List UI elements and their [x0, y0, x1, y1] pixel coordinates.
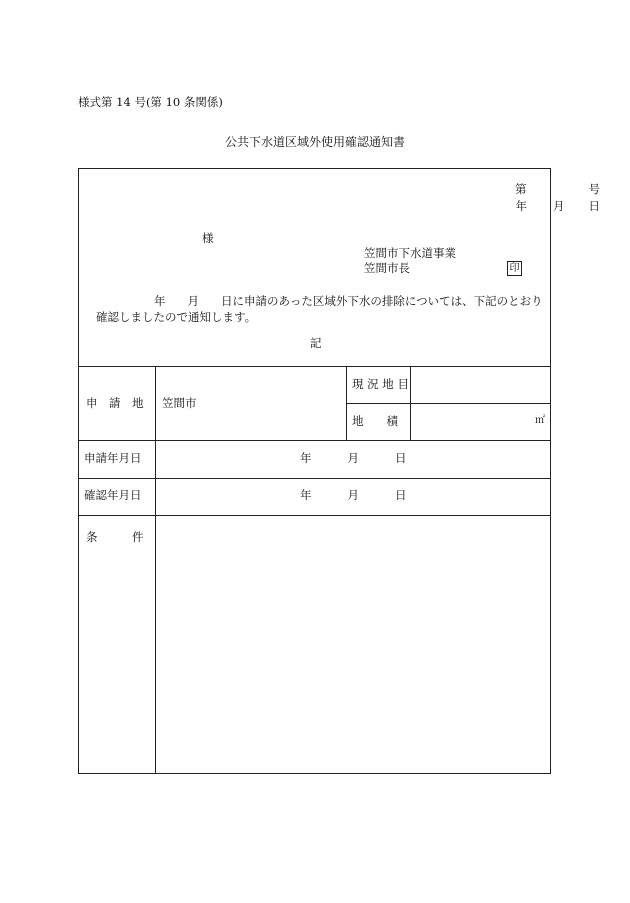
row-line-1	[78, 440, 551, 441]
application-month: 月	[347, 451, 359, 465]
issue-date	[516, 201, 601, 213]
area-label: 地 積	[352, 414, 398, 428]
ki-heading: 記	[310, 336, 322, 350]
area-unit: ㎡	[535, 415, 545, 426]
confirmation-date	[300, 490, 407, 502]
body-line2: 確認しましたので通知します。	[96, 310, 257, 324]
confirmation-year: 年	[300, 488, 312, 502]
application-date-label: 申請年月日	[84, 451, 142, 465]
site-label-divider-line	[410, 366, 411, 440]
body-month: 月	[187, 294, 199, 308]
application-day: 日	[395, 451, 407, 465]
row-line-2	[78, 478, 551, 479]
issue-month: 月	[553, 199, 565, 213]
form-number-label: 様式第 14 号(第 10 条関係)	[78, 95, 223, 109]
site-divider-line	[346, 366, 347, 440]
issue-day: 日	[588, 199, 600, 213]
seal-mark: 印	[507, 261, 522, 276]
issue-year: 年	[515, 199, 527, 213]
confirmation-day: 日	[395, 488, 407, 502]
table-top-line	[78, 366, 551, 367]
form-frame	[78, 168, 551, 774]
application-site-label: 申 請 地	[86, 396, 144, 410]
application-date	[300, 453, 407, 465]
issuer-name: 笠間市下水道事業	[364, 246, 456, 260]
confirmation-date-label: 確認年月日	[84, 488, 142, 502]
document-title: 公共下水道区域外使用確認通知書	[224, 135, 405, 149]
row-line-3	[78, 515, 551, 516]
body-line1: 日に申請のあった区域外下水の排除については、下記のとおり	[221, 294, 543, 308]
mayor-title: 笠間市長	[364, 261, 410, 275]
document-number	[515, 184, 600, 196]
body-year: 年	[154, 294, 166, 308]
land-category-label: 現 況 地 目	[352, 377, 409, 391]
application-year: 年	[300, 451, 312, 465]
conditions-label: 条 件	[86, 530, 144, 544]
notice-body	[96, 293, 546, 325]
confirmation-month: 月	[347, 488, 359, 502]
site-mid-line	[346, 403, 551, 404]
label-column-line	[155, 366, 156, 774]
number-prefix: 第	[515, 182, 527, 196]
application-site-value: 笠間市	[162, 396, 197, 410]
number-suffix: 号	[588, 182, 600, 196]
addressee-suffix: 様	[202, 231, 214, 245]
